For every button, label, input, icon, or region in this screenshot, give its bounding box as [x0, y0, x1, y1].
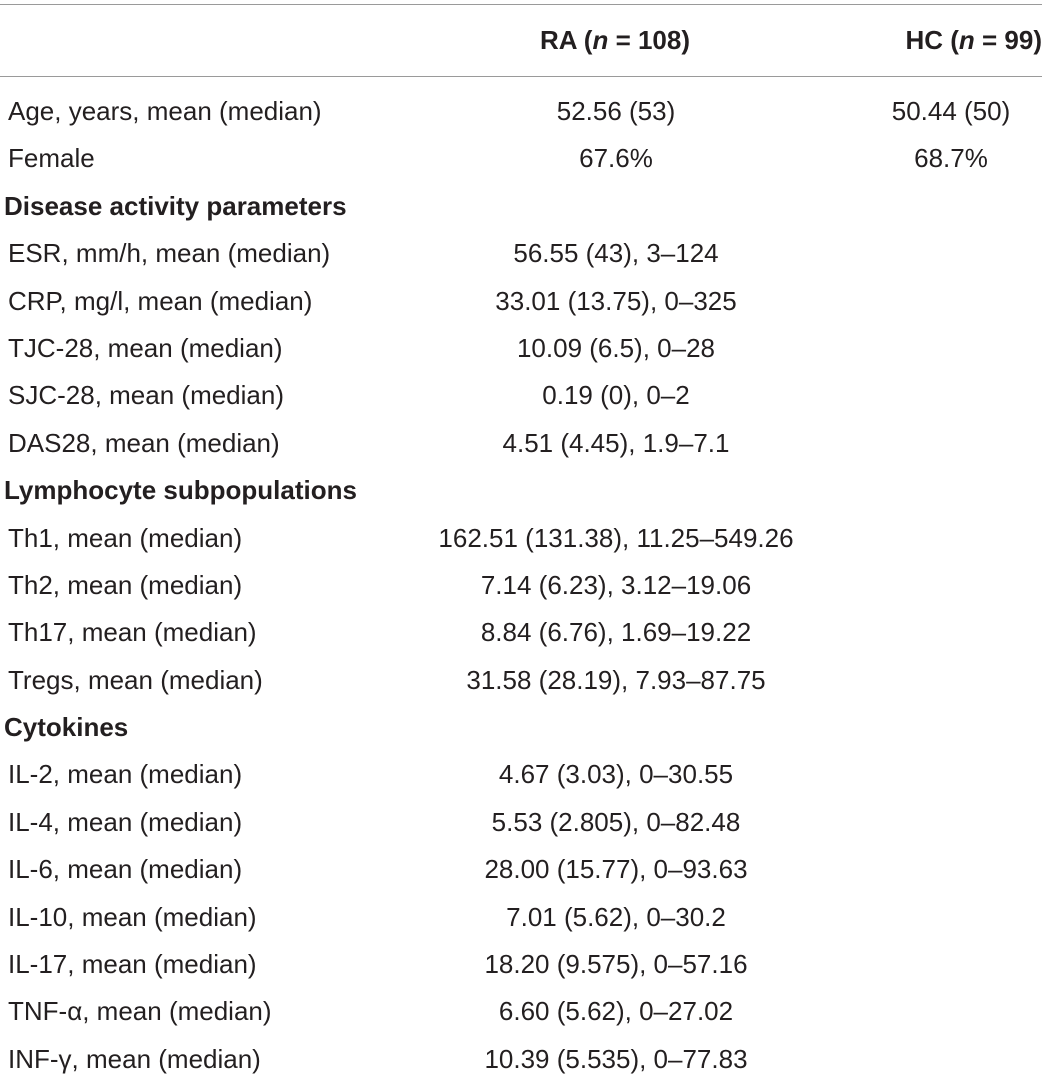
- ra-value: 7.01 (5.62), 0–30.2: [506, 901, 726, 932]
- ra-value: 10.39 (5.535), 0–77.83: [484, 1043, 748, 1074]
- row-label: TNF-α, mean (median): [8, 996, 272, 1027]
- hc-value: [860, 894, 1042, 941]
- table-row: [0, 1036, 1042, 1083]
- hc-value: [860, 846, 1042, 893]
- hc-value: 50.44 (50): [891, 96, 1011, 126]
- hc-value: [860, 609, 1042, 656]
- section-title: Lymphocyte subpopulations: [4, 475, 357, 506]
- ra-value: 6.60 (5.62), 0–27.02: [498, 996, 734, 1027]
- table-row: [0, 609, 1042, 656]
- table-row: [0, 420, 1042, 467]
- section-header-row: [0, 467, 1042, 514]
- ra-value: 33.01 (13.75), 0–325: [495, 285, 737, 316]
- table-header-row: [0, 24, 1042, 56]
- ra-value: 10.09 (6.5), 0–28: [516, 332, 716, 363]
- ra-value: 18.20 (9.575), 0–57.16: [484, 949, 748, 980]
- row-label: Th1, mean (median): [8, 522, 243, 553]
- ra-value: 31.58 (28.19), 7.93–87.75: [466, 664, 766, 695]
- hc-value: [860, 420, 1042, 467]
- row-label: IL-4, mean (median): [8, 806, 243, 837]
- hc-value: 68.7%: [914, 143, 988, 174]
- table-row: [0, 799, 1042, 846]
- ra-value: 4.51 (4.45), 1.9–7.1: [502, 427, 730, 458]
- table-body: [0, 88, 1042, 1083]
- table-row: [0, 325, 1042, 372]
- table-row: [0, 941, 1042, 988]
- section-title: Disease activity parameters: [4, 190, 347, 221]
- row-label: INF-γ, mean (median): [8, 1043, 261, 1074]
- section-title: Cytokines: [4, 712, 129, 743]
- ra-value: 67.6%: [579, 143, 653, 174]
- table-row: [0, 88, 1042, 135]
- table-row: [0, 515, 1042, 562]
- hc-value: [860, 515, 1042, 562]
- table-row: [0, 230, 1042, 277]
- ra-value: 52.56 (53): [556, 96, 676, 126]
- hc-value: [860, 657, 1042, 704]
- row-label: IL-17, mean (median): [8, 949, 257, 980]
- table-row: [0, 894, 1042, 941]
- row-label: ESR, mm/h, mean (median): [8, 238, 331, 269]
- row-label: Tregs, mean (median): [8, 664, 263, 695]
- table-top-rule: [0, 4, 1042, 5]
- row-label: TJC-28, mean (median): [8, 332, 283, 363]
- hc-value: [860, 278, 1042, 325]
- row-label: Female: [8, 143, 95, 174]
- hc-value: [860, 372, 1042, 419]
- hc-value: [860, 988, 1042, 1035]
- hc-value: [860, 325, 1042, 372]
- row-label: IL-10, mean (median): [8, 901, 257, 932]
- hc-value: [860, 230, 1042, 277]
- hc-value: [860, 751, 1042, 798]
- ra-value: 8.84 (6.76), 1.69–19.22: [480, 617, 752, 648]
- section-header-row: [0, 183, 1042, 230]
- table-row: [0, 372, 1042, 419]
- row-label: IL-6, mean (median): [8, 854, 243, 885]
- row-label: SJC-28, mean (median): [8, 380, 284, 411]
- column-header-hc: HC (n = 99): [905, 25, 1042, 55]
- table-header-rule: [0, 76, 1042, 77]
- ra-value: 28.00 (15.77), 0–93.63: [484, 854, 748, 885]
- hc-value: [860, 941, 1042, 988]
- section-header-row: [0, 704, 1042, 751]
- column-header-ra: RA (n = 108): [539, 25, 691, 55]
- ra-value: 162.51 (131.38), 11.25–549.26: [438, 522, 794, 553]
- row-label: DAS28, mean (median): [8, 427, 280, 458]
- table-row: [0, 562, 1042, 609]
- table-row: [0, 751, 1042, 798]
- hc-value: [860, 562, 1042, 609]
- ra-value: 7.14 (6.23), 3.12–19.06: [480, 569, 752, 600]
- ra-value: 0.19 (0), 0–2: [542, 380, 690, 411]
- row-label: Th2, mean (median): [8, 569, 243, 600]
- row-label: Th17, mean (median): [8, 617, 257, 648]
- ra-value: 5.53 (2.805), 0–82.48: [491, 806, 741, 837]
- table-row: [0, 988, 1042, 1035]
- ra-value: 4.67 (3.03), 0–30.55: [498, 759, 734, 790]
- table-row: [0, 135, 1042, 182]
- row-label: IL-2, mean (median): [8, 759, 243, 790]
- table-row: [0, 846, 1042, 893]
- row-label: Age, years, mean (median): [8, 96, 322, 126]
- row-label: CRP, mg/l, mean (median): [8, 285, 313, 316]
- table-row: [0, 278, 1042, 325]
- ra-value: 56.55 (43), 3–124: [513, 238, 719, 269]
- table-row: [0, 657, 1042, 704]
- hc-value: [860, 1036, 1042, 1083]
- hc-value: [860, 799, 1042, 846]
